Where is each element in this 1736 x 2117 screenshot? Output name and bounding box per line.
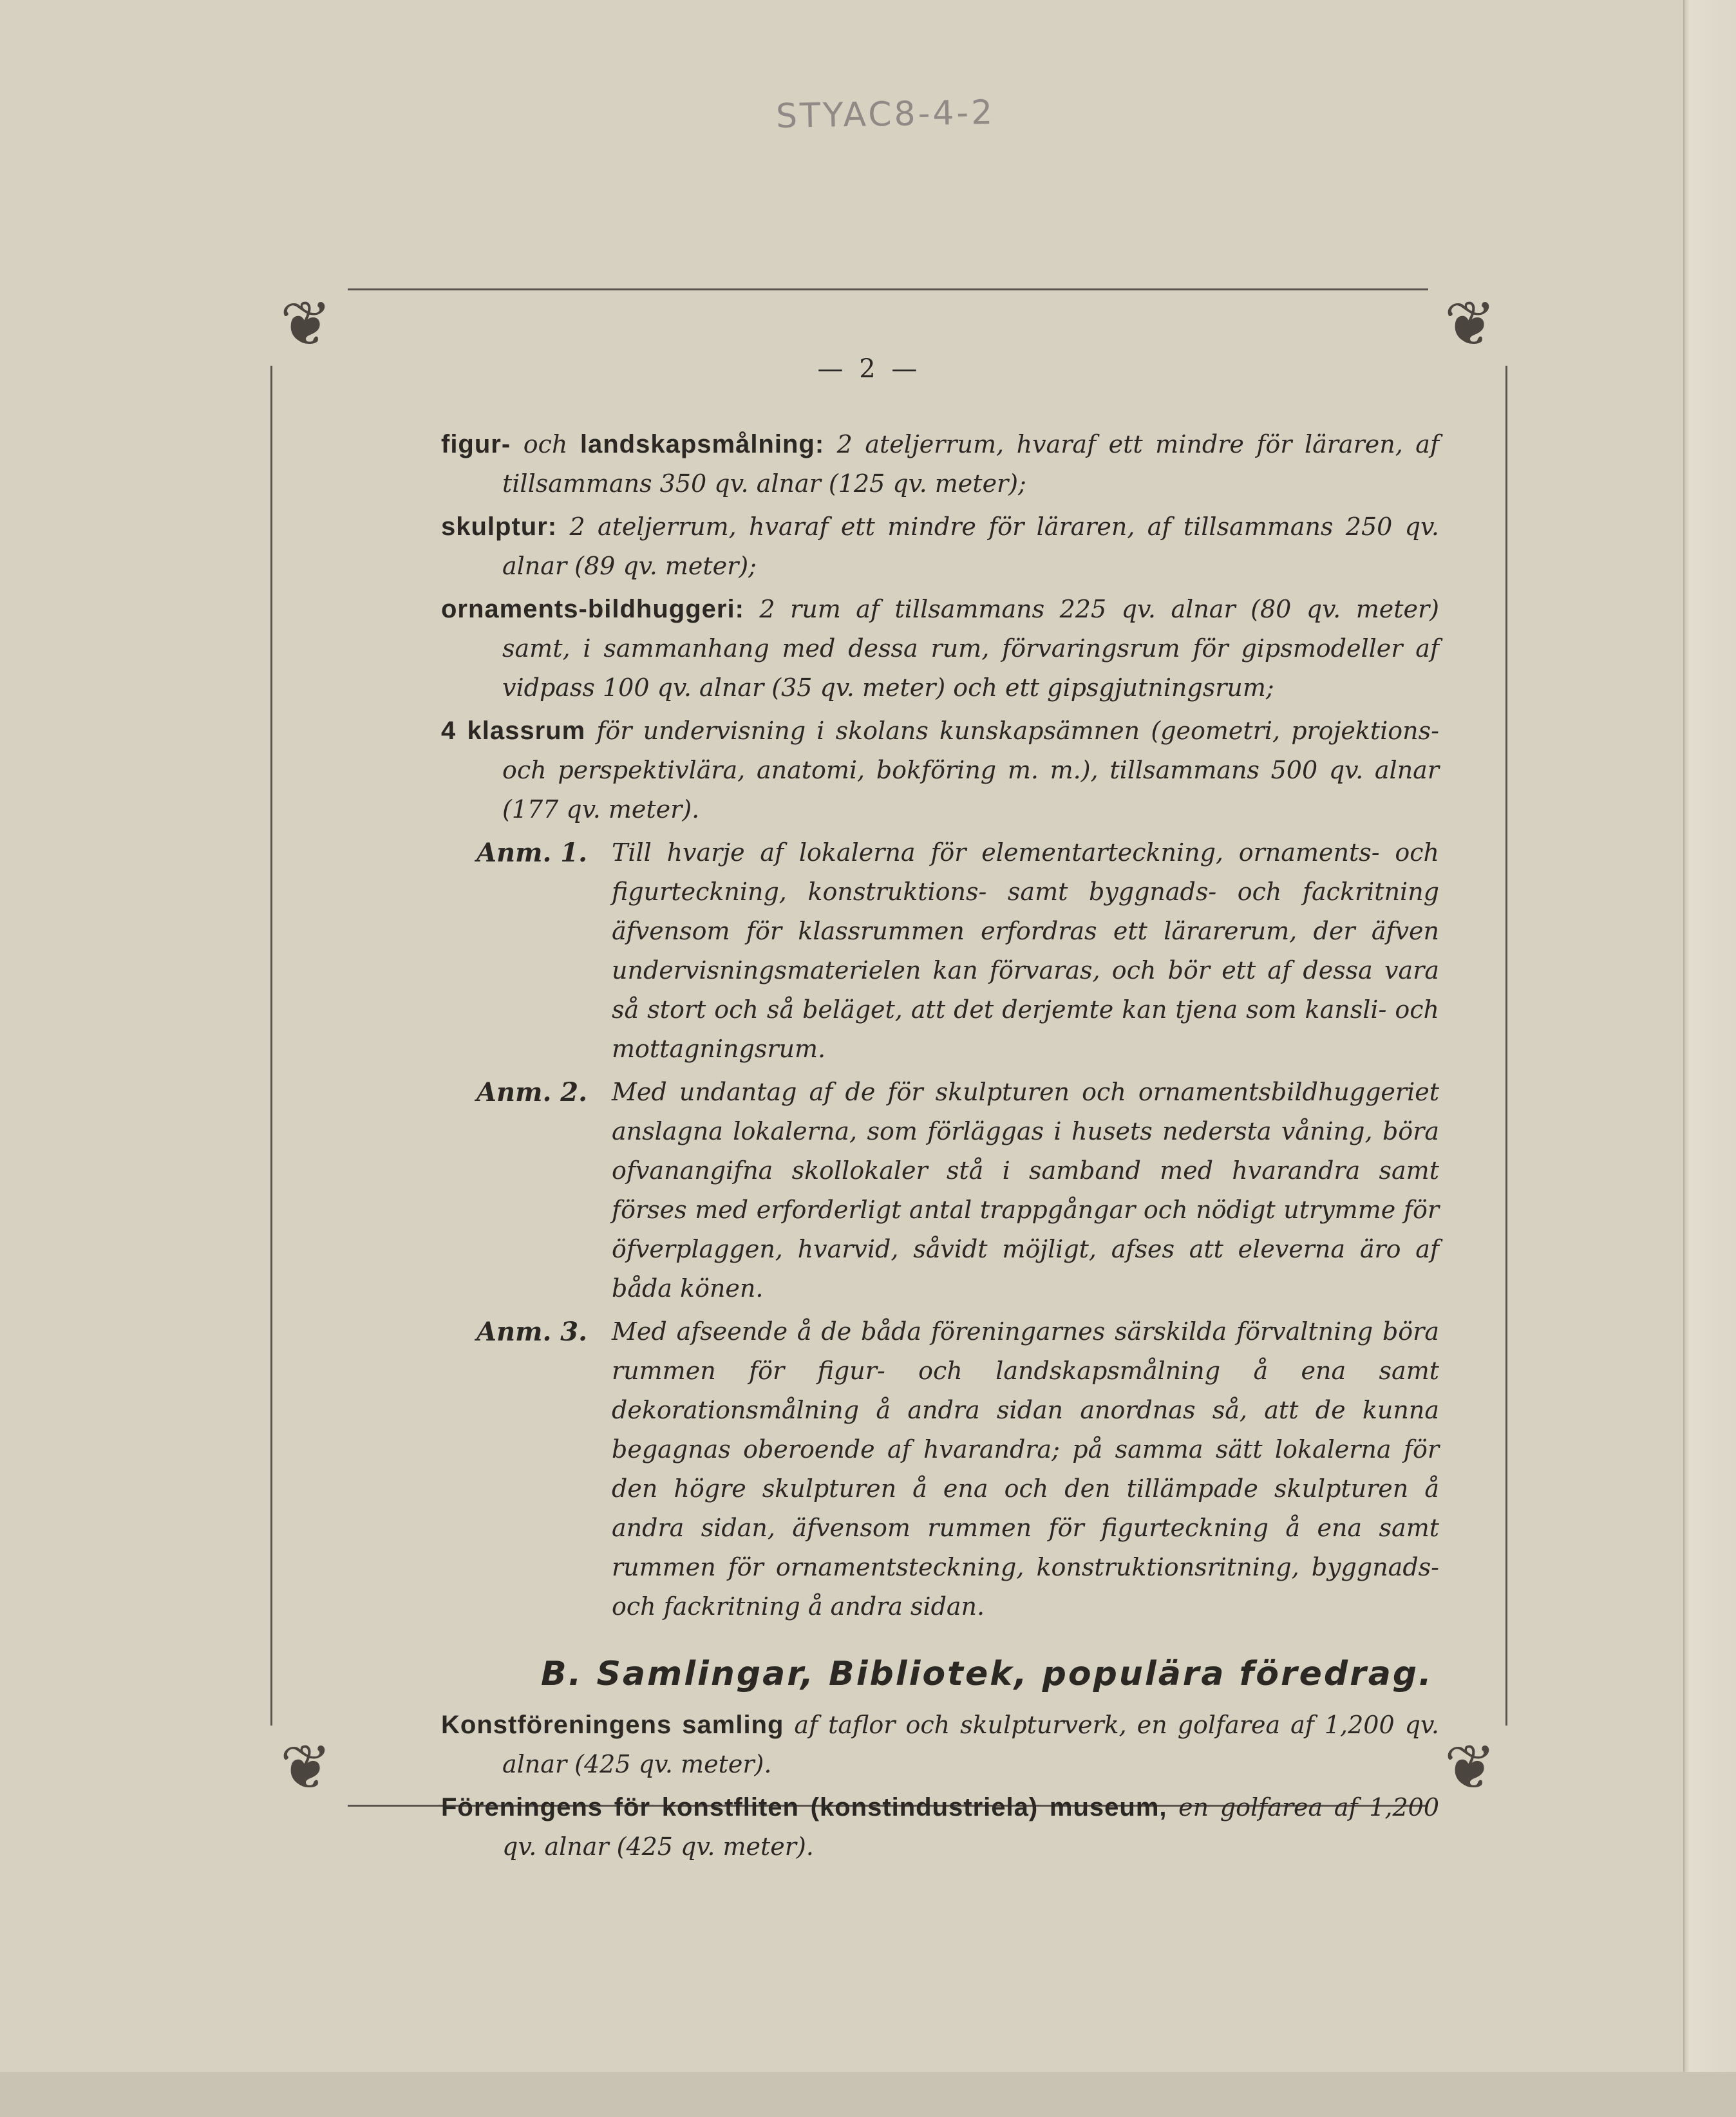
collection-term: Föreningens för konstfliten (konstindustriela) museum, [441,1793,1167,1821]
collection-description: af taflor och skulpturverk, en golfarea af 1,200 qv. alnar (425 qv. meter). [502,1711,1439,1778]
corner-ornament-icon: ❦ [264,1726,348,1809]
room-entry [441,507,1439,586]
scan-margin [0,2072,1736,2117]
collection-entry [441,1706,1439,1784]
collection-description: en golfarea af 1,200 qv. alnar (425 qv. meter). [502,1793,1439,1861]
note-paragraph [441,1312,1439,1626]
note-label: Anm. 1. [476,838,588,868]
room-description: 2 rum af tillsammans 225 qv. alnar (80 qv. meter) samt, i sammanhang med dessa rum, förvaringsrum för gipsmodeller af vidpass 100 qv. alnar (35 qv. meter) och ett gipsgjutningsrum; [502,595,1439,702]
collection-entry [441,1788,1439,1867]
corner-ornament-icon: ❦ [1428,1726,1512,1809]
room-description: 2 ateljerrum, hvaraf ett mindre för läraren, af tillsammans 350 qv. alnar (125 qv. meter); [502,430,1440,498]
note-label: Anm. 3. [476,1317,588,1347]
room-entry [441,711,1439,829]
collection-term: Konstföreningens samling [441,1711,784,1739]
section-heading: B. Samlingar, Bibliotek, populära föredrag. [541,1655,1433,1693]
shelfmark: STYAC8-4-2 [775,93,995,136]
room-description: 2 ateljerrum, hvaraf ett mindre för läraren, af tillsammans 250 qv. alnar (89 qv. meter); [502,513,1439,580]
room-term: 4 klassrum [441,717,586,745]
page-edge [1683,0,1736,2117]
room-term: skulptur: [441,513,558,541]
corner-ornament-icon: ❦ [1428,282,1512,366]
room-term: ornaments-bildhuggeri: [441,595,744,623]
note-label: Anm. 2. [476,1077,588,1107]
note-paragraph [441,833,1439,1069]
note-text: Till hvarje af lokalerna för elementarteckning, ornaments- och figurteckning, konstruktions- samt byggnads- och fackritning äfvensom för klassrummen erfordras ett lärarerum, der äfven undervisningsmaterielen kan förvaras, och bör ett af dessa vara så stort och så beläget, att det derjemte kan tjena som kansli- och mottagningsrum. [612,838,1439,1063]
corner-ornament-icon: ❦ [264,282,348,366]
note-paragraph [441,1073,1439,1308]
room-term-link: och [511,430,580,458]
room-description: för undervisning i skolans kunskapsämnen (geometri, projektions- och perspektivlära, anatomi, bokföring m. m.), tillsammans 500 qv. alnar (177 qv. meter). [502,717,1439,823]
room-term: figur- [441,430,511,458]
room-entry [441,590,1439,708]
page-number: — 2 — [817,354,921,384]
note-text: Med afseende å de båda föreningarnes särskilda förvaltning böra rummen för figur- och landskapsmålning å ena samt dekorationsmålning å andra sidan anordnas så, att de kunna begagnas oberoende af hvarandra; på samma sätt lokalerna för den högre skulpturen å ena och den tillämpade skulpturen å andra sidan, äfvensom rummen för figurteckning å ena samt rummen för ornamentsteckning, konstruktionsritning, byggnads- och fackritning å andra sidan. [612,1317,1439,1621]
note-text: Med undantag af de för skulpturen och ornamentsbildhuggeriet anslagna lokalerna, som förläggas i husets nedersta våning, böra ofvanangifna skollokaler stå i samband med hvarandra samt förses med erforderligt antal trappgångar och nödigt utrymme för öfverplaggen, hvarvid, såvidt möjligt, afses att eleverna äro af båda könen. [612,1078,1439,1303]
room-term: landskapsmålning: [580,430,825,458]
document-body [441,425,1439,1870]
room-entry [441,425,1439,503]
